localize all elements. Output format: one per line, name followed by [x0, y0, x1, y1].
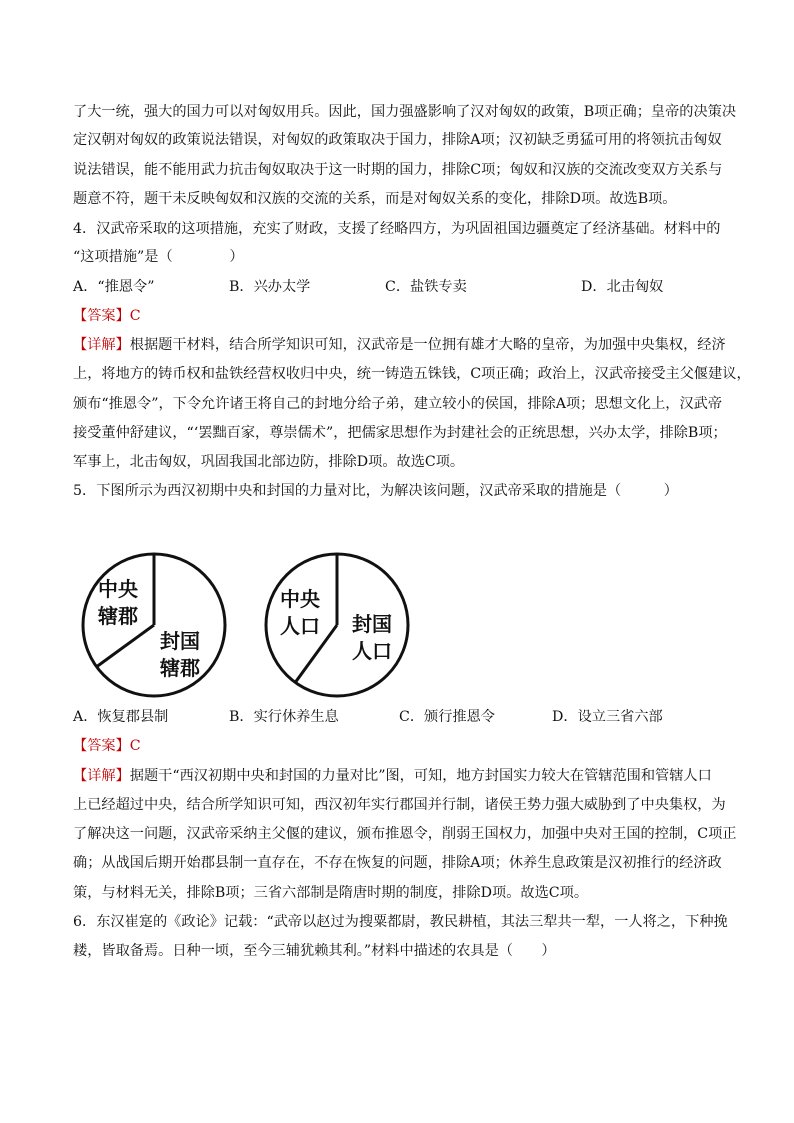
pie-slice-label: 人口 — [352, 639, 392, 663]
prev-explanation-line: 了大一统，强大的国力可以对匈奴用兵。因此，国力强盛影响了汉对匈奴的政策，B项正确；皇帝的决策决 — [73, 104, 737, 120]
q5-stem: 5．下图所示为西汉初期中央和封国的力量对比，为解决该问题，汉武帝采取的措施是（ ） — [73, 483, 678, 499]
prev-explanation-line: 定汉朝对匈奴的政策说法错误，对匈奴的政策取决于国力，排除A项；汉初缺乏勇猛可用的将领抗击匈奴 — [73, 132, 722, 148]
pie-chart-2 — [266, 554, 408, 696]
q5-detail-line: 确；从战国后期开始郡县制一直存在，不存在恢复的问题，排除A项；休养生息政策是汉初推行的经济政 — [73, 855, 722, 871]
q5-detail-line — [73, 766, 712, 786]
q4-option-b: B．兴办太学 — [229, 279, 311, 295]
answer-label: 【答案】 — [73, 308, 130, 324]
q5-detail-line: 策，与材料无关，排除B项；三省六部制是隋唐时期的制度，排除D项。故选C项。 — [73, 885, 589, 901]
answer-letter: C — [129, 738, 141, 754]
pie-slice-label: 封国 — [160, 629, 200, 653]
prev-explanation-line: 题意不符，题干未反映匈奴和汉族的交流的关系，而是对匈奴关系的变化，排除D项。故选B项。 — [73, 191, 677, 207]
q5-option-a: A．恢复郡县制 — [73, 709, 169, 725]
pie-chart-1 — [83, 554, 225, 696]
q4-detail-line: 上，将地方的铸币权和盐铁经营权收归中央，统一铸造五铢钱，C项正确；政治上，汉武帝接受主父偃建议， — [73, 366, 751, 382]
q4-option-a: A．“推恩令” — [73, 279, 155, 295]
detail-label: 【详解】 — [73, 337, 130, 353]
pie-slice-label: 辖郡 — [98, 604, 138, 628]
q5-option-d: D．设立三省六部 — [552, 709, 663, 725]
pie-slice-label: 人口 — [280, 614, 320, 638]
q4-answer — [73, 306, 141, 326]
q5-option-b: B．实行休养生息 — [229, 709, 339, 725]
q4-stem-line: 4．汉武帝采取的这项措施，充实了财政，支援了经略四方，为巩固祖国边疆奠定了经济基础。材料中的 — [73, 221, 721, 237]
q4-detail-line: 颁布“推恩令”，下令允许诸王将自己的封地分给子弟，建立较小的侯国，排除A项；思想文化上，汉武帝 — [73, 396, 723, 412]
q4-option-c: C．盐铁专卖 — [385, 279, 467, 295]
q6-stem-line: 耧，皆取备焉。日种一顷，至今三辅犹赖其利。”材料中描述的农具是（ ） — [73, 943, 556, 959]
pie-slice-label: 辖郡 — [160, 656, 200, 680]
q6-stem-line: 6．东汉崔寔的《政论》记载：“武帝以赵过为搜粟都尉，教民耕植，其法三犁共一犁，一人将之，下种挽 — [73, 914, 728, 930]
q5-pie-charts — [0, 548, 794, 718]
detail-text: 据题干“西汉初期中央和封国的力量对比”图，可知，地方封国实力较大在管辖范围和管辖人口 — [129, 768, 712, 784]
detail-label: 【详解】 — [73, 768, 130, 784]
q5-answer — [73, 736, 141, 756]
q4-option-d: D．北击匈奴 — [581, 279, 664, 295]
q4-detail-line: 接受董仲舒建议，“‘罢黜百家，尊崇儒术”，把儒家思想作为封建社会的正统思想，兴办太学，排除B项； — [73, 425, 727, 441]
answer-label: 【答案】 — [73, 738, 130, 754]
q5-option-c: C．颁行推恩令 — [399, 709, 495, 725]
q4-stem-line: “这项措施”是（ ） — [73, 249, 244, 265]
detail-text: 根据题干材料，结合所学知识可知，汉武帝是一位拥有雄才大略的皇帝，为加强中央集权，经济 — [129, 337, 726, 353]
pie-slice-label: 中央 — [280, 587, 320, 611]
answer-letter: C — [129, 308, 141, 324]
q4-detail-line: 军事上，北击匈奴，巩固我国北部边防，排除D项。故选C项。 — [73, 454, 465, 470]
q5-detail-line: 了解决这一问题，汉武帝采纳主父偃的建议，颁布推恩令，削弱王国权力，加强中央对王国的控制，C项正 — [73, 826, 737, 842]
prev-explanation-line: 说法错误，能不能用武力抗击匈奴取决于这一时期的国力，排除C项；匈奴和汉族的交流改变双方关系与 — [73, 162, 723, 178]
pie-slice-label: 封国 — [352, 612, 392, 636]
q5-detail-line: 上已经超过中央，结合所学知识可知，西汉初年实行郡国并行制，诸侯王势力强大威胁到了中央集权，为 — [73, 797, 726, 813]
pie-slice-label: 中央 — [98, 577, 138, 601]
q4-detail-line — [73, 335, 726, 355]
